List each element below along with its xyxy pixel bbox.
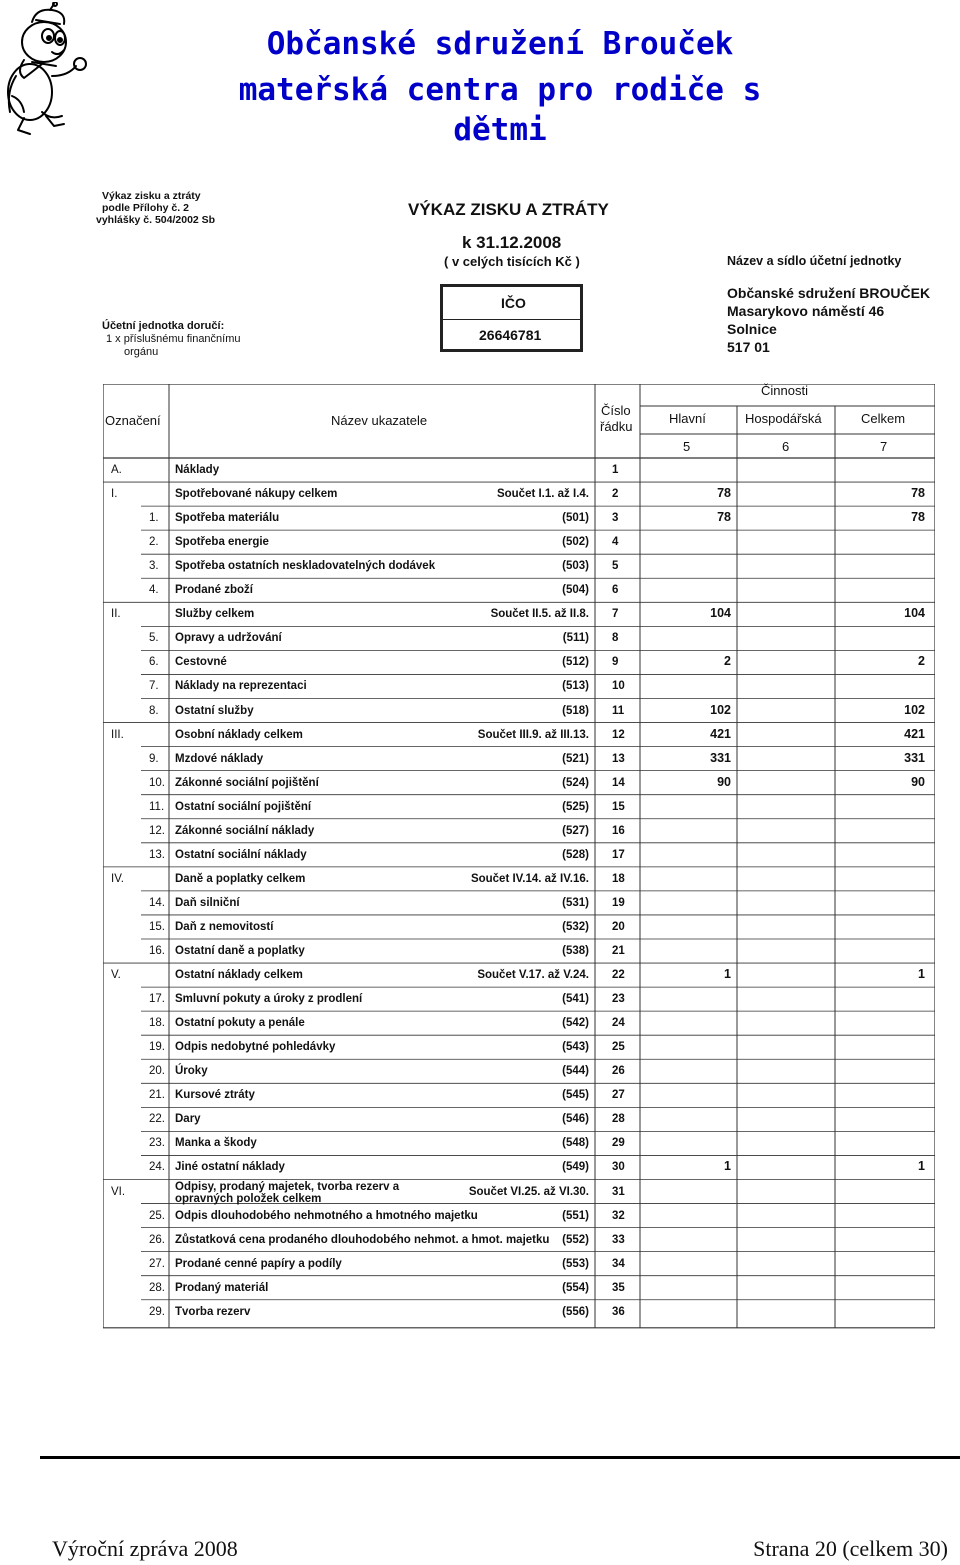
row-mark: II. bbox=[111, 608, 121, 621]
statement-date: k 31.12.2008 bbox=[462, 233, 562, 252]
row-value-hlavni: 90 bbox=[717, 774, 731, 789]
row-mark: 13. bbox=[149, 848, 165, 861]
footer-report-title: Výroční zpráva 2008 bbox=[52, 1536, 238, 1561]
row-name: Odpisy, prodaný majetek, tvorba rezerv a bbox=[175, 1180, 400, 1193]
row-account-ref: Součet II.5. až II.8. bbox=[490, 608, 589, 621]
row-line-number: 15 bbox=[612, 800, 625, 813]
footer-page-number: Strana 20 (celkem 30) bbox=[753, 1536, 948, 1561]
row-mark: 12. bbox=[149, 824, 165, 837]
row-account-ref: Součet III.9. až III.13. bbox=[477, 728, 589, 741]
delivery-label: Účetní jednotka doručí: bbox=[102, 320, 225, 332]
row-mark: 19. bbox=[149, 1041, 165, 1054]
row-name: Ostatní sociální pojištění bbox=[175, 800, 312, 813]
row-line-number: 31 bbox=[612, 1185, 625, 1198]
row-line-number: 29 bbox=[612, 1137, 625, 1150]
row-value-celkem: 90 bbox=[911, 774, 925, 789]
row-mark: 9. bbox=[149, 752, 159, 765]
row-mark: 27. bbox=[149, 1257, 165, 1270]
row-mark: 15. bbox=[149, 920, 165, 933]
row-line-number: 3 bbox=[612, 512, 619, 525]
row-mark: 1. bbox=[149, 512, 159, 525]
row-line-number: 5 bbox=[612, 560, 619, 573]
row-name: Odpis nedobytné pohledávky bbox=[175, 1041, 336, 1054]
row-value-hlavni: 2 bbox=[724, 654, 731, 669]
row-account-ref: (532) bbox=[562, 920, 589, 933]
header-celkem: Celkem bbox=[861, 411, 906, 426]
row-line-number: 2 bbox=[612, 488, 619, 501]
row-account-ref: (543) bbox=[562, 1041, 589, 1054]
row-mark: 26. bbox=[149, 1233, 165, 1246]
row-line-number: 9 bbox=[612, 656, 619, 669]
row-mark: 23. bbox=[149, 1137, 165, 1150]
row-line-number: 27 bbox=[612, 1089, 625, 1102]
org-subtitle-heading: mateřská centra pro rodiče s dětmi bbox=[238, 72, 762, 148]
row-value-celkem: 102 bbox=[904, 702, 925, 717]
row-line-number: 16 bbox=[612, 824, 625, 837]
row-value-hlavni: 1 bbox=[724, 967, 731, 982]
row-mark: 24. bbox=[149, 1161, 165, 1174]
row-account-ref: (503) bbox=[562, 560, 589, 573]
delivery-line: 1 x příslušnému finančnímu bbox=[106, 333, 241, 345]
row-mark: 3. bbox=[149, 560, 159, 573]
row-account-ref: (549) bbox=[562, 1161, 589, 1174]
row-line-number: 35 bbox=[612, 1281, 625, 1294]
footer-divider bbox=[40, 1456, 960, 1459]
row-value-hlavni: 331 bbox=[710, 750, 731, 765]
row-account-ref: (554) bbox=[562, 1281, 589, 1294]
row-value-hlavni: 78 bbox=[717, 510, 731, 525]
row-value-hlavni: 78 bbox=[717, 486, 731, 501]
ico-label: IČO bbox=[501, 295, 526, 311]
row-name: Náklady na reprezentaci bbox=[175, 680, 307, 693]
entity-name: Občanské sdružení BROUČEK bbox=[727, 285, 931, 301]
row-line-number: 30 bbox=[612, 1161, 625, 1174]
row-mark: 22. bbox=[149, 1113, 165, 1126]
delivery-line: orgánu bbox=[124, 346, 159, 358]
row-line-number: 22 bbox=[612, 969, 625, 982]
row-line-number: 20 bbox=[612, 920, 625, 933]
row-mark: 29. bbox=[149, 1305, 165, 1318]
row-account-ref: (551) bbox=[562, 1209, 589, 1222]
col-number-celkem: 7 bbox=[880, 439, 888, 454]
row-name: opravných položek celkem bbox=[175, 1192, 322, 1205]
row-name: Cestovné bbox=[175, 656, 227, 669]
row-value-celkem: 104 bbox=[904, 606, 925, 621]
row-name: Daň z nemovitostí bbox=[175, 920, 274, 933]
row-name: Zákonné sociální pojištění bbox=[175, 776, 319, 789]
statement-units: ( v celých tisících Kč ) bbox=[444, 254, 580, 269]
row-name: Prodaný materiál bbox=[175, 1281, 269, 1294]
row-account-ref: (553) bbox=[562, 1257, 589, 1270]
row-mark: 10. bbox=[149, 776, 165, 789]
row-value-celkem: 78 bbox=[911, 486, 925, 501]
row-account-ref: (542) bbox=[562, 1017, 589, 1030]
row-account-ref: (531) bbox=[562, 896, 589, 909]
header-nazev: Název ukazatele bbox=[331, 413, 428, 428]
row-account-ref: (525) bbox=[562, 800, 589, 813]
row-name: Spotřeba ostatních neskladovatelných dodávek bbox=[175, 560, 436, 573]
row-name: Manka a škody bbox=[175, 1137, 257, 1150]
row-name: Opravy a udržování bbox=[175, 632, 282, 645]
row-account-ref: (552) bbox=[562, 1233, 589, 1246]
row-account-ref: (502) bbox=[562, 536, 589, 549]
row-line-number: 7 bbox=[612, 608, 619, 621]
row-line-number: 11 bbox=[612, 704, 625, 717]
row-name: Prodané zboží bbox=[175, 584, 253, 597]
row-line-number: 33 bbox=[612, 1233, 625, 1246]
row-account-ref: (528) bbox=[562, 848, 589, 861]
entity-street: Masarykovo náměstí 46 bbox=[727, 303, 885, 319]
row-mark: VI. bbox=[111, 1185, 126, 1198]
row-account-ref: (524) bbox=[562, 776, 589, 789]
row-line-number: 6 bbox=[612, 584, 619, 597]
row-account-ref: (556) bbox=[562, 1305, 589, 1318]
row-line-number: 17 bbox=[612, 848, 625, 861]
row-name: Dary bbox=[175, 1113, 201, 1126]
row-name: Služby celkem bbox=[175, 608, 255, 621]
header-cislo-radku: řádku bbox=[600, 419, 633, 434]
row-line-number: 25 bbox=[612, 1041, 625, 1054]
row-mark: V. bbox=[111, 969, 121, 982]
row-mark: 14. bbox=[149, 896, 165, 909]
row-name: Ostatní náklady celkem bbox=[175, 969, 303, 982]
row-mark: IV. bbox=[111, 872, 125, 885]
row-account-ref: (527) bbox=[562, 824, 589, 837]
row-mark: 11. bbox=[149, 800, 165, 813]
row-line-number: 36 bbox=[612, 1305, 625, 1318]
row-line-number: 19 bbox=[612, 896, 625, 909]
row-name: Spotřeba energie bbox=[175, 536, 269, 549]
row-mark: 7. bbox=[149, 680, 159, 693]
row-account-ref: (513) bbox=[562, 680, 589, 693]
row-name: Daň silniční bbox=[175, 896, 240, 909]
statement-title: VÝKAZ ZISKU A ZTRÁTY bbox=[408, 200, 609, 219]
col-number-hospodarska: 6 bbox=[782, 439, 790, 454]
row-line-number: 10 bbox=[612, 680, 625, 693]
row-name: Mzdové náklady bbox=[175, 752, 264, 765]
broucek-mascot-logo bbox=[2, 2, 94, 147]
row-account-ref: (501) bbox=[562, 512, 589, 525]
form-meta-line: podle Přílohy č. 2 bbox=[102, 202, 189, 214]
row-mark: 4. bbox=[149, 584, 159, 597]
row-name: Jiné ostatní náklady bbox=[175, 1161, 285, 1174]
row-mark: 25. bbox=[149, 1209, 165, 1222]
row-line-number: 14 bbox=[612, 776, 625, 789]
header-cinnosti: Činnosti bbox=[761, 383, 808, 398]
row-line-number: 4 bbox=[612, 536, 619, 549]
header-cislo-radku: Číslo bbox=[601, 403, 631, 418]
row-line-number: 24 bbox=[612, 1017, 625, 1030]
row-mark: 16. bbox=[149, 945, 165, 957]
header-hospodarska: Hospodářská bbox=[745, 411, 822, 426]
row-account-ref: Součet I.1. až I.4. bbox=[496, 488, 589, 501]
row-name: Ostatní pokuty a penále bbox=[175, 1017, 305, 1030]
row-account-ref: (541) bbox=[562, 993, 589, 1006]
row-value-hlavni: 104 bbox=[710, 606, 731, 621]
row-value-celkem: 331 bbox=[904, 750, 925, 765]
entity-label: Název a sídlo účetní jednotky bbox=[727, 254, 902, 268]
col-number-hlavni: 5 bbox=[683, 439, 691, 454]
row-mark: A. bbox=[111, 464, 122, 476]
row-name: Ostatní daně a poplatky bbox=[175, 945, 305, 957]
row-line-number: 26 bbox=[612, 1065, 625, 1078]
row-name: Ostatní sociální náklady bbox=[175, 848, 307, 861]
row-mark: I. bbox=[111, 488, 118, 501]
row-account-ref: (546) bbox=[562, 1113, 589, 1126]
row-name: Kursové ztráty bbox=[175, 1089, 255, 1102]
row-line-number: 13 bbox=[612, 752, 625, 765]
entity-zip: 517 01 bbox=[727, 339, 770, 355]
row-name: Smluvní pokuty a úroky z prodlení bbox=[175, 993, 363, 1006]
row-line-number: 28 bbox=[612, 1113, 625, 1126]
row-mark: 6. bbox=[149, 656, 159, 669]
row-line-number: 12 bbox=[612, 728, 625, 741]
row-name: Spotřebované nákupy celkem bbox=[175, 488, 338, 501]
row-name: Prodané cenné papíry a podíly bbox=[175, 1257, 342, 1270]
row-line-number: 23 bbox=[612, 993, 625, 1006]
row-value-hlavni: 102 bbox=[710, 702, 731, 717]
row-account-ref: (512) bbox=[562, 656, 589, 669]
row-line-number: 18 bbox=[612, 872, 625, 885]
row-account-ref: Součet IV.14. až IV.16. bbox=[470, 872, 589, 885]
scanned-statement bbox=[0, 160, 960, 1360]
row-name: Zůstatková cena prodaného dlouhodobého nehmot. a hmot. majetku bbox=[175, 1233, 550, 1246]
row-name: Odpis dlouhodobého nehmotného a hmotného majetku bbox=[175, 1209, 478, 1222]
row-name: Úroky bbox=[175, 1065, 208, 1078]
row-mark: 2. bbox=[149, 536, 159, 549]
row-line-number: 34 bbox=[612, 1257, 625, 1270]
row-mark: 8. bbox=[149, 704, 159, 717]
row-mark: III. bbox=[111, 728, 124, 741]
row-account-ref: (548) bbox=[562, 1137, 589, 1150]
row-value-celkem: 78 bbox=[911, 510, 925, 525]
entity-city: Solnice bbox=[727, 321, 777, 337]
row-value-hlavni: 1 bbox=[724, 1159, 731, 1174]
row-mark: 17. bbox=[149, 993, 165, 1006]
row-value-celkem: 421 bbox=[904, 726, 925, 741]
row-mark: 21. bbox=[149, 1089, 165, 1102]
row-account-ref: Součet VI.25. až VI.30. bbox=[468, 1185, 589, 1198]
row-name: Ostatní služby bbox=[175, 704, 254, 717]
row-name: Spotřeba materiálu bbox=[175, 512, 280, 525]
row-account-ref: (521) bbox=[562, 752, 589, 765]
profit-loss-table bbox=[103, 384, 935, 1334]
ico-value: 26646781 bbox=[479, 327, 542, 343]
row-account-ref: (544) bbox=[562, 1065, 589, 1078]
row-mark: 18. bbox=[149, 1017, 165, 1030]
row-account-ref: (504) bbox=[562, 584, 589, 597]
row-mark: 5. bbox=[149, 632, 159, 645]
row-line-number: 1 bbox=[612, 464, 619, 476]
row-value-hlavni: 421 bbox=[710, 726, 731, 741]
ico-box bbox=[440, 284, 583, 352]
row-name: Osobní náklady celkem bbox=[175, 728, 303, 741]
header-oznaceni: Označení bbox=[105, 413, 161, 428]
row-account-ref: Součet V.17. až V.24. bbox=[477, 969, 589, 982]
row-value-celkem: 1 bbox=[918, 967, 925, 982]
row-account-ref: (511) bbox=[562, 632, 589, 645]
row-account-ref: (518) bbox=[562, 704, 589, 717]
row-mark: 20. bbox=[149, 1065, 165, 1078]
header-hlavni: Hlavní bbox=[669, 411, 706, 426]
row-account-ref: (538) bbox=[562, 945, 589, 957]
row-account-ref: (545) bbox=[562, 1089, 589, 1102]
form-meta-line: vyhlášky č. 504/2002 Sb bbox=[96, 214, 216, 226]
row-value-celkem: 2 bbox=[918, 654, 925, 669]
row-value-celkem: 1 bbox=[918, 1159, 925, 1174]
row-name: Daně a poplatky celkem bbox=[175, 872, 306, 885]
row-line-number: 8 bbox=[612, 632, 619, 645]
row-line-number: 32 bbox=[612, 1209, 625, 1222]
row-name: Zákonné sociální náklady bbox=[175, 824, 315, 837]
row-name: Náklady bbox=[175, 464, 220, 476]
org-name-heading: Občanské sdružení Brouček bbox=[266, 26, 734, 62]
row-line-number: 21 bbox=[612, 945, 625, 957]
row-mark: 28. bbox=[149, 1281, 165, 1294]
row-name: Tvorba rezerv bbox=[175, 1305, 251, 1318]
form-meta-line: Výkaz zisku a ztráty bbox=[102, 190, 201, 202]
